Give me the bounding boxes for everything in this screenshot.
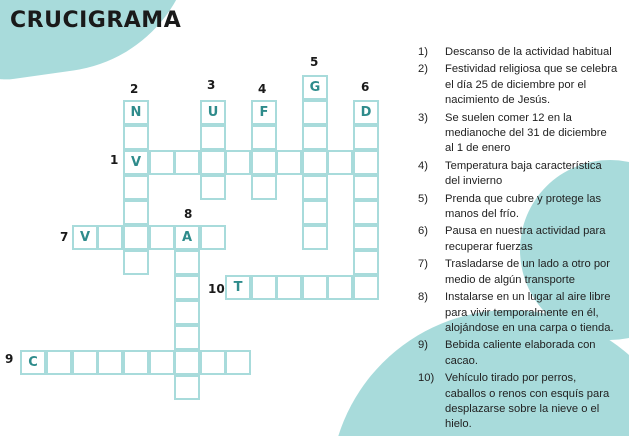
cell-letter: F [259,105,269,120]
crossword-cell[interactable] [123,175,149,200]
clue-number-8: 8 [184,207,193,221]
clue-text: Se suelen comer 12 en la medianoche del 31 de diciembre al 1 de enero [445,111,607,155]
crossword-cell[interactable] [302,125,328,150]
clue-text: Prenda que cubre y protege las manos del frío. [445,192,602,221]
clue-item [418,62,618,108]
cell-letter: V [130,155,142,170]
crossword-cell[interactable] [200,100,226,125]
crossword-cell[interactable] [353,125,379,150]
clue-item [418,257,618,288]
cell-letter: D [360,105,372,120]
clue-number: 8) [418,291,428,304]
crossword-cell[interactable] [353,250,379,275]
crossword-cell[interactable] [302,175,328,200]
crossword-cell[interactable] [174,300,200,325]
crossword-cell[interactable] [97,225,123,250]
crossword-cell[interactable] [174,350,200,375]
clue-number: 3) [418,111,428,124]
clue-number-3: 3 [207,78,216,92]
crossword-cell[interactable] [200,125,226,150]
clue-item [418,224,618,255]
clue-number: 6) [418,225,428,238]
crossword-cell[interactable] [200,225,226,250]
clue-list [418,45,618,435]
crossword-cell[interactable] [200,150,226,175]
clue-item [418,159,618,190]
clue-number-4: 4 [258,82,267,96]
crossword-cell[interactable] [72,350,98,375]
cell-letter: A [181,230,193,245]
crossword-cell[interactable] [174,325,200,350]
cell-letter: N [130,105,142,120]
clue-item [418,111,618,157]
crossword-cell[interactable] [97,350,123,375]
clue-number-9: 9 [5,352,14,366]
clue-number-5: 5 [310,55,319,69]
crossword-cell[interactable] [353,200,379,225]
crossword-cell[interactable] [327,150,353,175]
crossword-cell[interactable] [302,75,328,100]
crossword-cell[interactable] [251,275,277,300]
crossword-cell[interactable] [225,350,251,375]
page-title: CRUCIGRAMA [10,8,182,33]
cell-letter: C [28,355,38,370]
clue-number-6: 6 [361,80,370,94]
crossword-cell[interactable] [123,350,149,375]
cell-letter: V [79,230,91,245]
crossword-cell[interactable] [123,200,149,225]
crossword-cell[interactable] [123,250,149,275]
cell-letter: T [233,280,243,295]
crossword-cell[interactable] [72,225,98,250]
crossword-cell[interactable] [353,150,379,175]
clue-text: Bebida caliente elaborada con cacao. [445,339,596,367]
crossword-cell[interactable] [174,375,200,400]
clue-text: Temperatura baja característica del invierno [445,159,602,188]
crossword-cell[interactable] [200,175,226,200]
clue-text: Vehículo tirado por perros, caballos o renos con esquís para desplazarse sobre la nieve o el hielo. [445,372,610,431]
crossword-cell[interactable] [353,275,379,300]
crossword-cell[interactable] [174,150,200,175]
clue-text: Pausa en nuestra actividad para recuperar fuerzas [445,225,606,253]
crossword-cell[interactable] [327,275,353,300]
crossword-cell[interactable] [123,100,149,125]
crossword-cell[interactable] [225,150,251,175]
clue-number: 2) [418,63,428,76]
crossword-cell[interactable] [123,150,149,175]
crossword-cell[interactable] [302,275,328,300]
crossword-cell[interactable] [149,150,175,175]
clue-item [418,45,618,60]
crossword-cell[interactable] [174,275,200,300]
clue-text: Festividad religiosa que se celebra el día 25 de diciembre por el nacimiento de Jesús. [445,63,618,107]
crossword-cell[interactable] [276,150,302,175]
crossword-cell[interactable] [276,275,302,300]
crossword-cell[interactable] [353,225,379,250]
crossword-cell[interactable] [353,175,379,200]
clue-item [418,338,618,369]
clue-number: 9) [418,339,428,352]
cell-letter: G [309,80,321,95]
crossword-cell[interactable] [302,200,328,225]
clue-number: 4) [418,159,428,172]
crossword-cell[interactable] [225,275,251,300]
clue-number: 7) [418,258,428,271]
clue-number: 1) [418,46,428,58]
clue-text: Trasladarse de un lado a otro por medio de algún transporte [445,258,611,286]
crossword-cell[interactable] [251,125,277,150]
crossword-cell[interactable] [353,100,379,125]
crossword-cell[interactable] [251,175,277,200]
clue-item [418,371,618,433]
crossword-cell[interactable] [200,350,226,375]
crossword-cell[interactable] [149,350,175,375]
crossword-cell[interactable] [251,100,277,125]
crossword-cell[interactable] [46,350,72,375]
clue-number-7: 7 [60,230,69,244]
clue-item [418,290,618,336]
crossword-cell[interactable] [123,125,149,150]
cell-letter: U [207,105,219,120]
crossword-cell[interactable] [251,150,277,175]
crossword-cell[interactable] [149,225,175,250]
crossword-cell[interactable] [174,225,200,250]
crossword-cell[interactable] [302,150,328,175]
crossword-cell[interactable] [174,250,200,275]
clue-number-2: 2 [130,82,139,96]
clue-number: 5) [418,192,428,205]
crossword-cell[interactable] [20,350,46,375]
clue-text: Descanso de la actividad habitual [445,46,612,58]
crossword-cell[interactable] [302,100,328,125]
crossword-cell[interactable] [123,225,149,250]
clue-number-10: 10 [208,282,225,296]
clue-text: Instalarse en un lugar al aire libre para vivir temporalmente en él, alojándose en una carpa o tienda. [445,291,614,334]
clue-number: 10) [418,372,435,385]
clue-item [418,192,618,223]
crossword-cell[interactable] [302,225,328,250]
clue-number-1: 1 [110,153,119,167]
